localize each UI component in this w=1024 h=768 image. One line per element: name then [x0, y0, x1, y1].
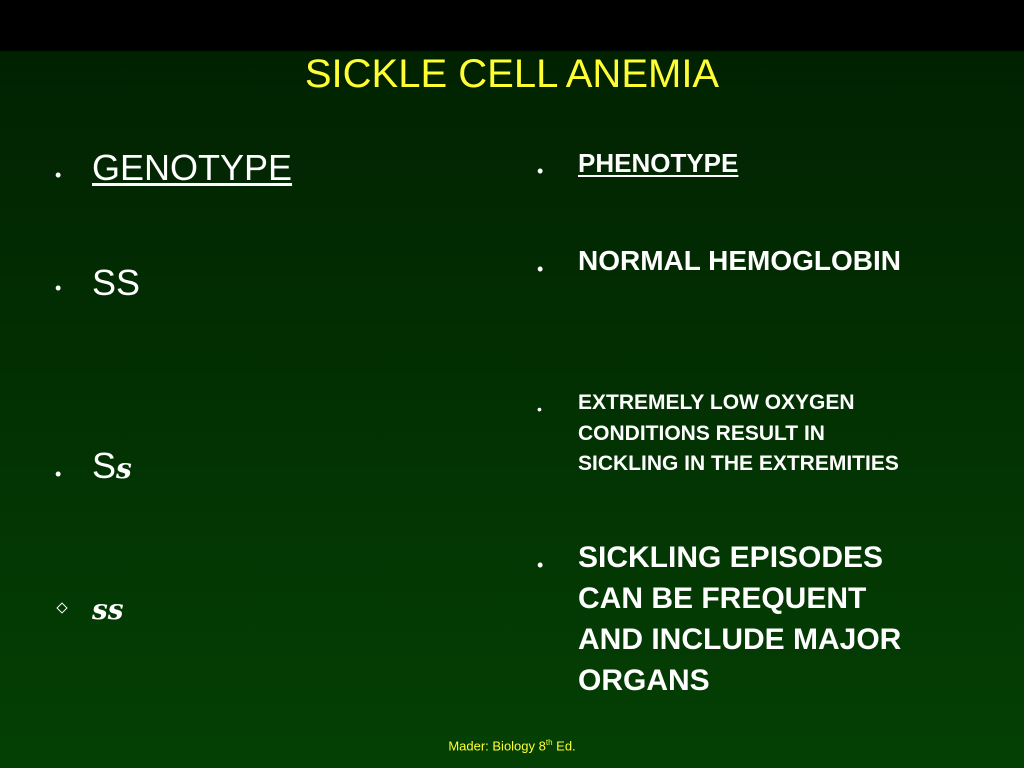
- phenotype-sickling-line: AND INCLUDE MAJOR: [578, 623, 902, 656]
- footer-suffix: Ed.: [552, 738, 576, 754]
- footer-prefix: Mader: Biology 8: [448, 738, 546, 754]
- phenotype-low-oxygen: [578, 388, 899, 480]
- phenotype-normal-hemoglobin: NORMAL HEMOGLOBIN: [578, 245, 902, 276]
- diamond-bullet-icon: [56, 602, 67, 613]
- phenotype-sickling-episodes: [578, 537, 901, 701]
- footer-citation: [0, 738, 1024, 753]
- phenotype-sickling-line: CAN BE FREQUENT: [578, 582, 867, 615]
- footer-superscript: th: [545, 738, 553, 747]
- phenotype-low-oxygen-line: EXTREMELY LOW OXYGEN: [578, 391, 855, 414]
- bullet-dot: •: [55, 464, 62, 484]
- phenotype-sickling-line: ORGANS: [578, 664, 710, 697]
- genotype-ss: SS: [92, 262, 141, 303]
- bullet-dot: •: [537, 555, 544, 575]
- genotype-ss-recessive: ss: [92, 593, 124, 626]
- phenotype-low-oxygen-line: SICKLING IN THE EXTREMITIES: [578, 452, 899, 475]
- bullet-dot: •: [537, 401, 542, 417]
- bullet-dot: •: [537, 161, 544, 181]
- genotype-s-carrier: [92, 446, 132, 489]
- phenotype-low-oxygen-line: CONDITIONS RESULT IN: [578, 421, 825, 445]
- bullet-dot: •: [55, 165, 62, 185]
- phenotype-sickling-line: SICKLING EPISODES: [578, 541, 884, 574]
- genotype-s-prefix: S: [92, 445, 117, 486]
- bullet-dot: •: [55, 278, 62, 298]
- phenotype-heading: PHENOTYPE: [578, 148, 739, 178]
- bullet-dot: •: [537, 259, 544, 279]
- genotype-heading: GENOTYPE: [92, 147, 293, 188]
- genotype-s-script: s: [116, 452, 132, 485]
- slide-title: SICKLE CELL ANEMIA: [304, 52, 720, 96]
